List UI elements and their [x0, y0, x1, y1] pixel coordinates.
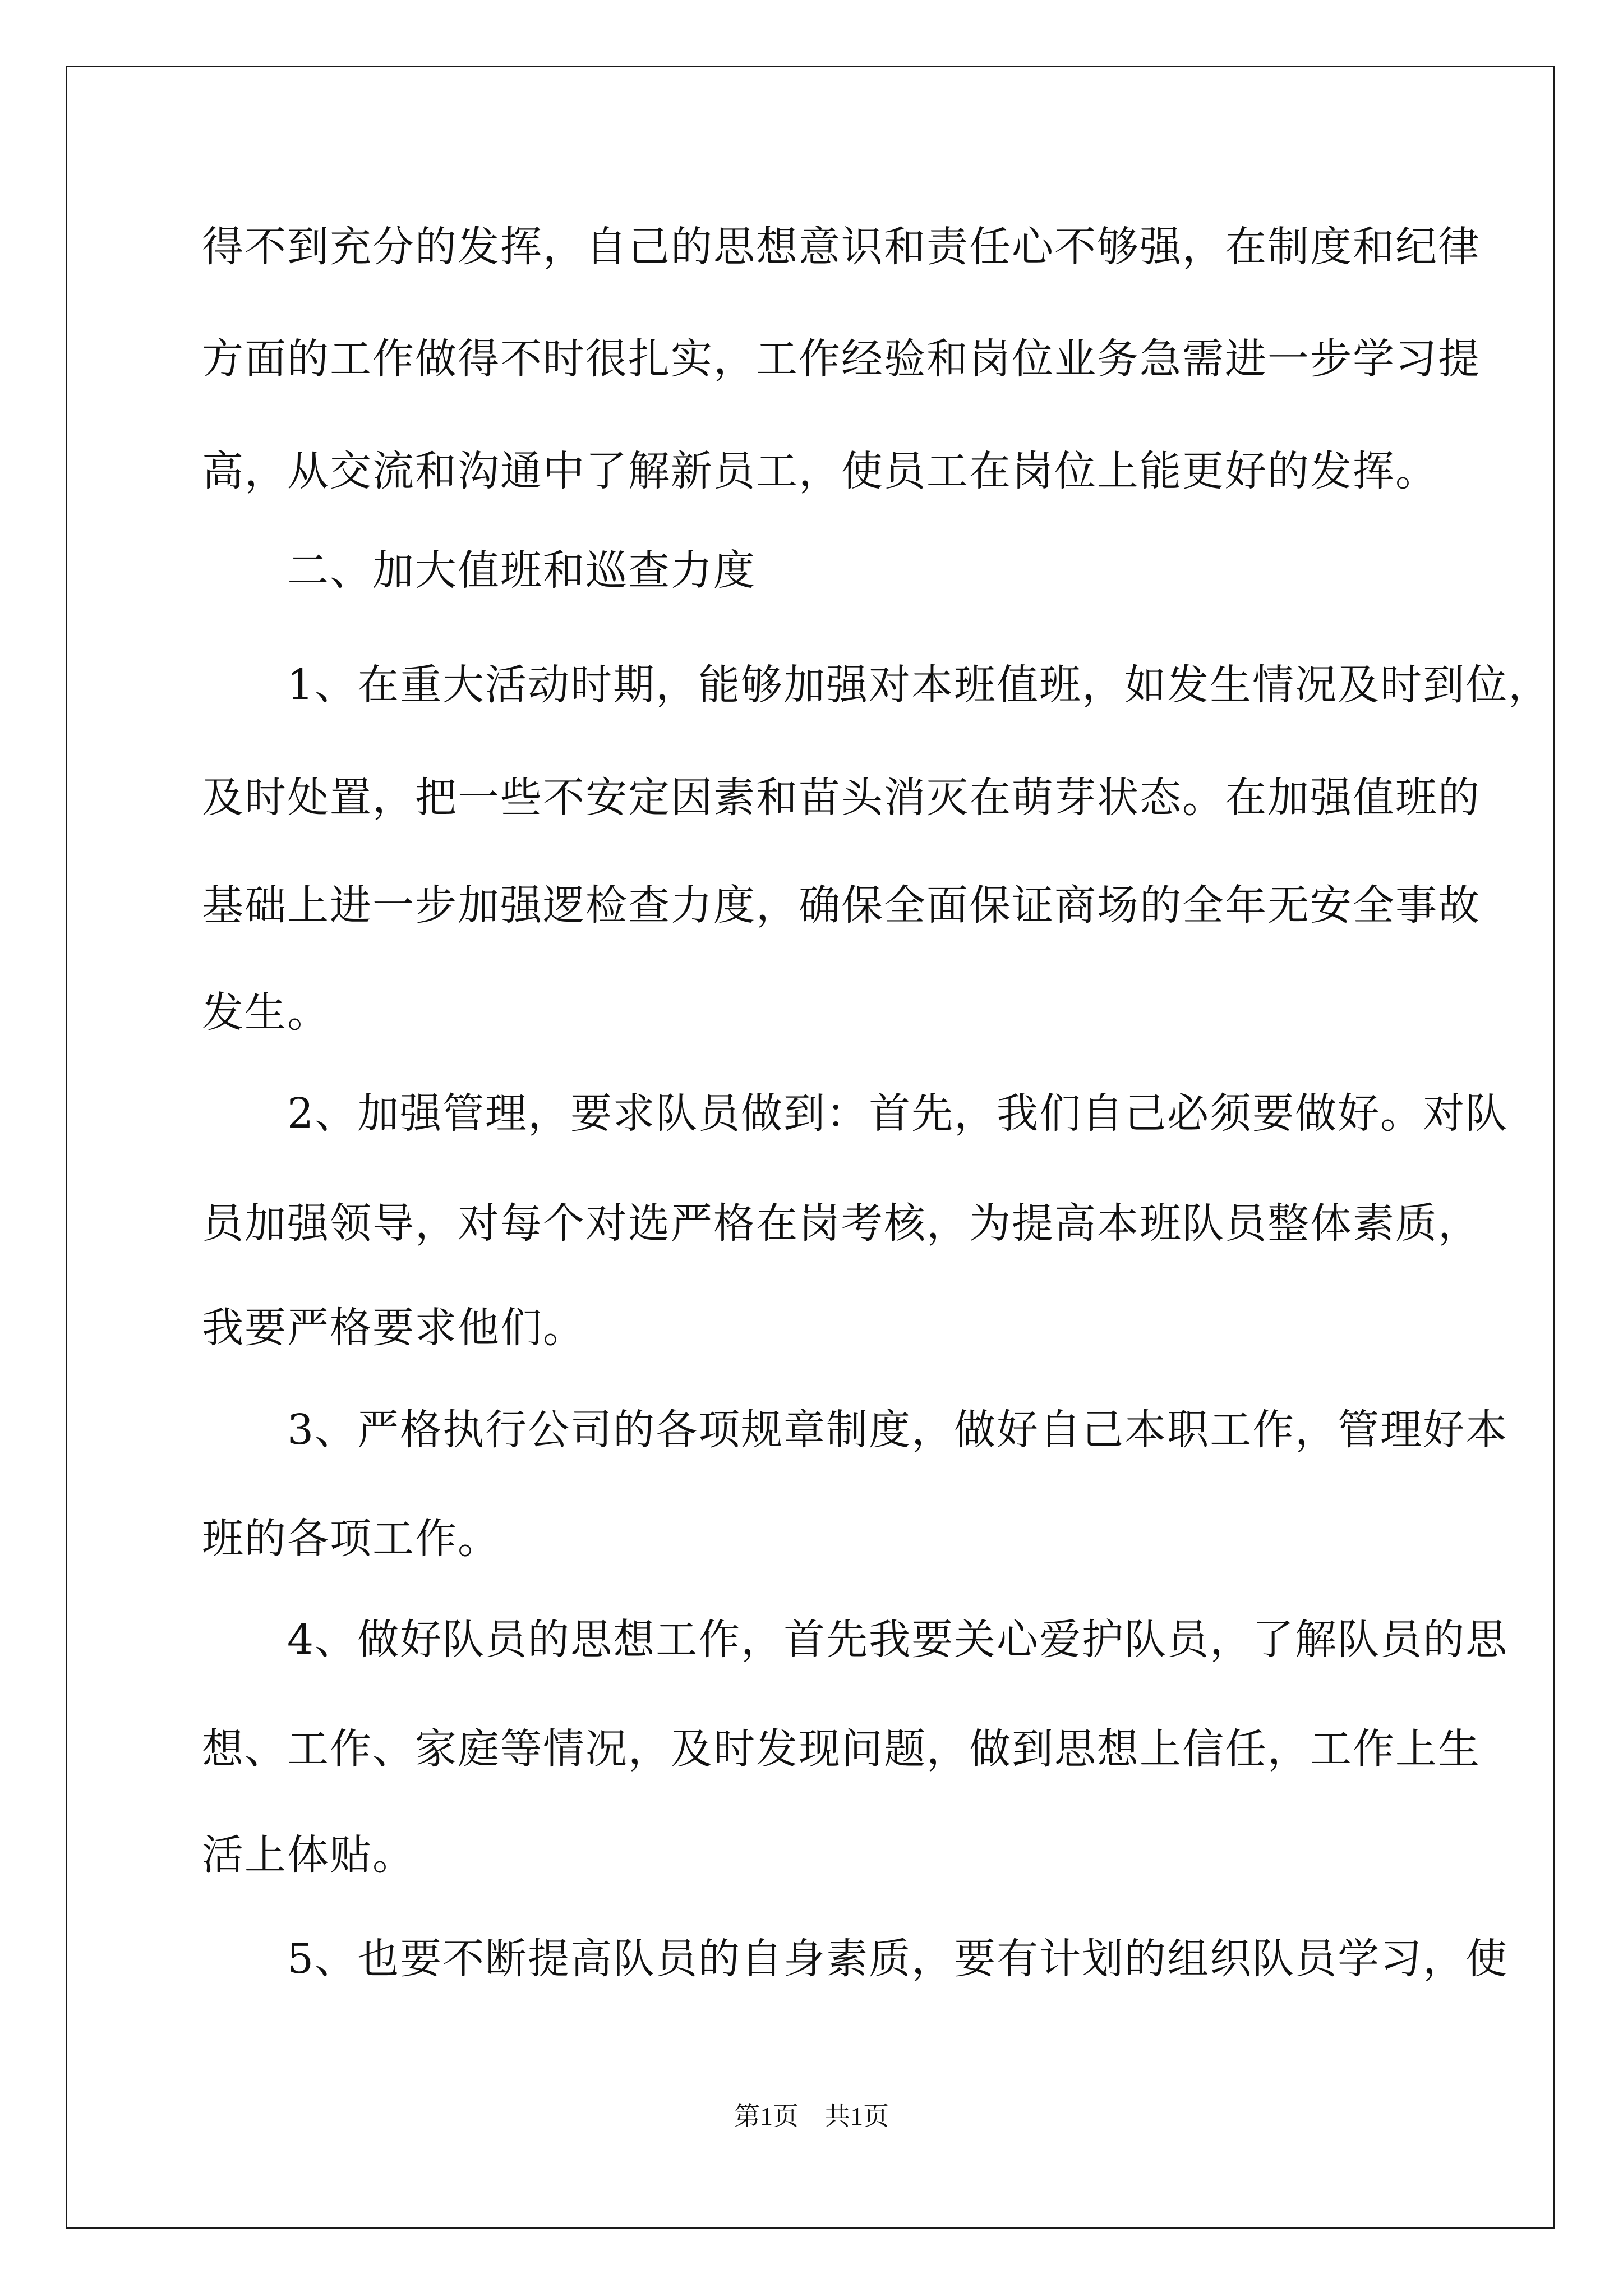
body-text-line: 及时处置，把一些不安定因素和苗头消灭在萌芽状态。在加强值班的 [202, 774, 1481, 822]
body-text-line: 员加强领导，对每个对选严格在岗考核，为提高本班队员整体素质， [202, 1199, 1481, 1248]
body-text-line: 想、工作、家庭等情况，及时发现问题，做到思想上信任，工作上生 [202, 1725, 1481, 1773]
body-text-line: 高，从交流和沟通中了解新员工，使员工在岗位上能更好的发挥。 [202, 447, 1438, 495]
body-text-line: 5、也要不断提高队员的自身素质，要有计划的组织队员学习，使 [202, 1935, 1509, 1983]
body-text-line: 基础上进一步加强逻检查力度，确保全面保证商场的全年无安全事故 [202, 881, 1481, 930]
body-text-line: 活上体贴。 [202, 1831, 415, 1879]
page-border [66, 66, 1555, 2229]
body-text-line: 1、在重大活动时期，能够加强对本班值班，如发生情况及时到位， [202, 661, 1551, 709]
body-text-line: 4、做好队员的思想工作，首先我要关心爱护队员，了解队员的思 [202, 1616, 1509, 1664]
section-heading: 二、加大值班和巡查力度 [202, 546, 756, 595]
body-text-line: 班的各项工作。 [202, 1515, 500, 1563]
body-text-line: 得不到充分的发挥，自己的思想意识和责任心不够强，在制度和纪律 [202, 223, 1481, 271]
body-text-line: 我要严格要求他们。 [202, 1304, 585, 1352]
body-text-line: 方面的工作做得不时很扎实，工作经验和岗位业务急需进一步学习提 [202, 335, 1481, 383]
body-text-line: 发生。 [202, 988, 330, 1037]
body-text-line: 2、加强管理，要求队员做到：首先，我们自己必须要做好。对队 [202, 1089, 1509, 1138]
page-number-footer: 第1页 共1页 [734, 2102, 889, 2131]
body-text-line: 3、严格执行公司的各项规章制度，做好自己本职工作，管理好本 [202, 1406, 1509, 1454]
